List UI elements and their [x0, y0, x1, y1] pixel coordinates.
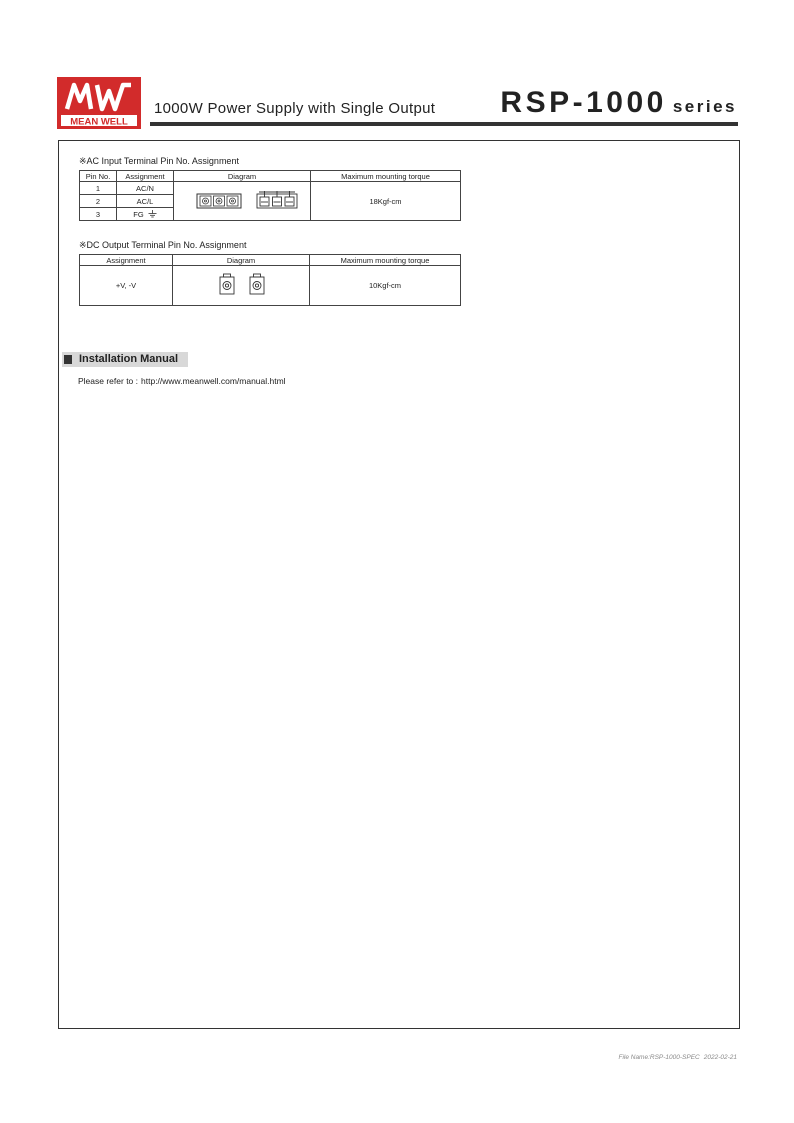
mean-well-logo: [57, 77, 141, 129]
pin-number: 2: [80, 195, 117, 208]
col-diagram: Diagram: [174, 171, 311, 182]
col-torque: Maximum mounting torque: [311, 171, 461, 182]
dc-torque-value: 10Kgf-cm: [310, 266, 461, 306]
ac-torque-value: 18Kgf-cm: [311, 182, 461, 221]
manual-link[interactable]: http://www.meanwell.com/manual.html: [141, 376, 286, 386]
pin-number: 1: [80, 182, 117, 195]
brand-name: MEAN WELL: [70, 116, 128, 128]
header-rule: [150, 122, 738, 126]
ac-section-title: ※AC Input Terminal Pin No. Assignment: [79, 156, 239, 166]
ac-terminal-table: [79, 170, 461, 221]
pin-assignment: FG: [133, 209, 144, 219]
footer-file-info: [614, 1054, 737, 1061]
model-number: RSP-1000: [500, 86, 667, 119]
col-assignment: Assignment: [80, 255, 173, 266]
installation-prefix: Please refer to :: [78, 376, 139, 386]
series-label: series: [672, 97, 737, 116]
table-row: [80, 266, 461, 306]
product-subtitle: 1000W Power Supply with Single Output: [154, 100, 436, 117]
dc-terminal-icon: [206, 272, 276, 298]
ac-terminal-block-icon: [182, 188, 302, 212]
col-assignment: Assignment: [117, 171, 174, 182]
ground-icon: [148, 210, 157, 218]
col-torque: Maximum mounting torque: [310, 255, 461, 266]
dc-assignment-value: +V, -V: [80, 266, 173, 306]
table-row: [80, 182, 461, 195]
model-title: [500, 86, 737, 120]
file-date: 2022-02-21: [703, 1054, 737, 1061]
file-name: File Name:RSP-1000-SPEC: [618, 1054, 700, 1061]
installation-title: Installation Manual: [79, 353, 179, 365]
pin-number: 3: [80, 208, 117, 221]
pin-assignment-fg: [117, 208, 174, 221]
ac-terminal-diagram: [174, 182, 311, 221]
pin-assignment: AC/L: [117, 195, 174, 208]
dc-section-title: ※DC Output Terminal Pin No. Assignment: [79, 240, 247, 250]
dc-terminal-diagram: [173, 266, 310, 306]
dc-terminal-table: [79, 254, 461, 306]
col-diagram: Diagram: [173, 255, 310, 266]
col-pin-no: Pin No.: [80, 171, 117, 182]
section-bullet-icon: [64, 355, 72, 364]
pin-assignment: AC/N: [117, 182, 174, 195]
installation-text: [78, 376, 289, 386]
